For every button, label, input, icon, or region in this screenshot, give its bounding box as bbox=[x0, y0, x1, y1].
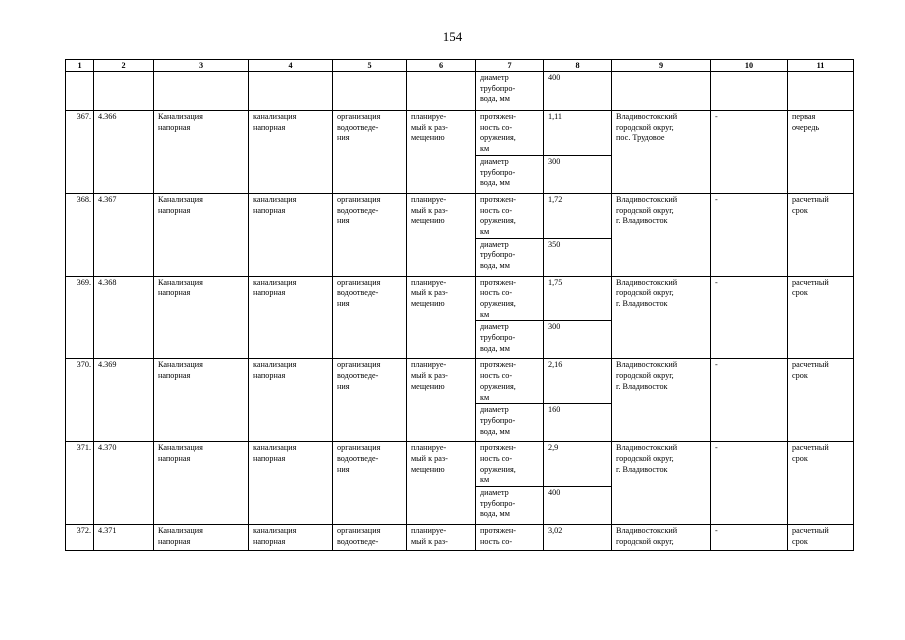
object-code: 4.366 bbox=[94, 111, 154, 194]
param-value: 1,72 bbox=[544, 193, 612, 238]
object-status: планируе- мый к раз- мещению bbox=[407, 111, 476, 194]
row-number: 368. bbox=[66, 193, 94, 276]
object-name: Канализация напорная bbox=[154, 359, 249, 442]
object-code: 4.371 bbox=[94, 525, 154, 551]
object-location: Владивостокский городской округ, г. Владивосток bbox=[612, 276, 711, 359]
object-name: Канализация напорная bbox=[154, 111, 249, 194]
param-label: диаметр трубопро- вода, мм bbox=[476, 321, 544, 359]
object-kind: канализация напорная bbox=[249, 359, 333, 442]
object-location: Владивостокский городской округ, г. Владивосток bbox=[612, 442, 711, 525]
param-label: диаметр трубопро- вода, мм bbox=[476, 72, 544, 111]
object-zone: - bbox=[711, 276, 788, 359]
column-header: 1 bbox=[66, 60, 94, 72]
object-location: Владивостокский городской округ, г. Владивосток bbox=[612, 359, 711, 442]
object-location: Владивостокский городской округ, bbox=[612, 525, 711, 551]
object-kind: канализация напорная bbox=[249, 193, 333, 276]
object-kind: канализация напорная bbox=[249, 276, 333, 359]
table-row bbox=[66, 359, 854, 404]
object-zone: - bbox=[711, 359, 788, 442]
object-status: планируе- мый к раз- мещению bbox=[407, 442, 476, 525]
object-kind: канализация напорная bbox=[249, 525, 333, 551]
object-term: расчетный срок bbox=[788, 525, 854, 551]
param-value: 2,9 bbox=[544, 442, 612, 487]
param-value: 1,11 bbox=[544, 111, 612, 156]
param-value: 300 bbox=[544, 321, 612, 359]
register-table bbox=[65, 59, 854, 551]
column-header: 8 bbox=[544, 60, 612, 72]
column-header: 9 bbox=[612, 60, 711, 72]
object-purpose: организация водоотведе- ния bbox=[333, 359, 407, 442]
param-value: 2,16 bbox=[544, 359, 612, 404]
object-term: расчетный срок bbox=[788, 193, 854, 276]
column-header: 7 bbox=[476, 60, 544, 72]
row-number: 371. bbox=[66, 442, 94, 525]
object-term: первая очередь bbox=[788, 111, 854, 194]
table-row bbox=[66, 525, 854, 551]
object-purpose: организация водоотведе- ния bbox=[333, 276, 407, 359]
param-label: протяжен- ность со- оружения, км bbox=[476, 359, 544, 404]
object-name: Канализация напорная bbox=[154, 276, 249, 359]
param-value: 400 bbox=[544, 487, 612, 525]
table-row bbox=[66, 111, 854, 156]
column-header: 3 bbox=[154, 60, 249, 72]
row-number: 370. bbox=[66, 359, 94, 442]
table-row bbox=[66, 276, 854, 321]
param-value: 350 bbox=[544, 238, 612, 276]
object-purpose: организация водоотведе- bbox=[333, 525, 407, 551]
object-status: планируе- мый к раз- мещению bbox=[407, 359, 476, 442]
param-value: 160 bbox=[544, 404, 612, 442]
object-purpose: организация водоотведе- ния bbox=[333, 111, 407, 194]
object-kind: канализация напорная bbox=[249, 442, 333, 525]
object-term: расчетный срок bbox=[788, 359, 854, 442]
column-header: 2 bbox=[94, 60, 154, 72]
column-header: 10 bbox=[711, 60, 788, 72]
object-term: расчетный срок bbox=[788, 276, 854, 359]
object-name: Канализация напорная bbox=[154, 193, 249, 276]
object-status: планируе- мый к раз- bbox=[407, 525, 476, 551]
param-label: протяжен- ность со- оружения, км bbox=[476, 111, 544, 156]
param-label: протяжен- ность со- оружения, км bbox=[476, 276, 544, 321]
object-code: 4.367 bbox=[94, 193, 154, 276]
object-name: Канализация напорная bbox=[154, 442, 249, 525]
param-label: диаметр трубопро- вода, мм bbox=[476, 238, 544, 276]
object-zone: - bbox=[711, 193, 788, 276]
param-value: 300 bbox=[544, 155, 612, 193]
row-number: 369. bbox=[66, 276, 94, 359]
object-code: 4.368 bbox=[94, 276, 154, 359]
object-zone: - bbox=[711, 442, 788, 525]
header-row bbox=[66, 60, 854, 72]
param-value: 1,75 bbox=[544, 276, 612, 321]
object-status: планируе- мый к раз- мещению bbox=[407, 193, 476, 276]
object-name: Канализация напорная bbox=[154, 525, 249, 551]
object-status: планируе- мый к раз- мещению bbox=[407, 276, 476, 359]
param-label: протяжен- ность со- оружения, км bbox=[476, 193, 544, 238]
continuation-row bbox=[66, 72, 854, 111]
column-header: 5 bbox=[333, 60, 407, 72]
object-location: Владивостокский городской округ, пос. Трудовое bbox=[612, 111, 711, 194]
object-term: расчетный срок bbox=[788, 442, 854, 525]
object-zone: - bbox=[711, 525, 788, 551]
param-label: диаметр трубопро- вода, мм bbox=[476, 487, 544, 525]
object-purpose: организация водоотведе- ния bbox=[333, 193, 407, 276]
param-label: диаметр трубопро- вода, мм bbox=[476, 404, 544, 442]
column-header: 6 bbox=[407, 60, 476, 72]
table-row bbox=[66, 442, 854, 487]
param-label: протяжен- ность со- оружения, км bbox=[476, 442, 544, 487]
object-code: 4.370 bbox=[94, 442, 154, 525]
object-kind: канализация напорная bbox=[249, 111, 333, 194]
row-number: 372. bbox=[66, 525, 94, 551]
object-location: Владивостокский городской округ, г. Владивосток bbox=[612, 193, 711, 276]
object-zone: - bbox=[711, 111, 788, 194]
column-header: 11 bbox=[788, 60, 854, 72]
page-number: 154 bbox=[442, 29, 463, 44]
object-code: 4.369 bbox=[94, 359, 154, 442]
object-purpose: организация водоотведе- ния bbox=[333, 442, 407, 525]
column-header: 4 bbox=[249, 60, 333, 72]
param-label: диаметр трубопро- вода, мм bbox=[476, 155, 544, 193]
param-label: протяжен- ность со- bbox=[476, 525, 544, 551]
row-number: 367. bbox=[66, 111, 94, 194]
param-value: 3,02 bbox=[544, 525, 612, 551]
param-value: 400 bbox=[544, 72, 612, 111]
table-row bbox=[66, 193, 854, 238]
